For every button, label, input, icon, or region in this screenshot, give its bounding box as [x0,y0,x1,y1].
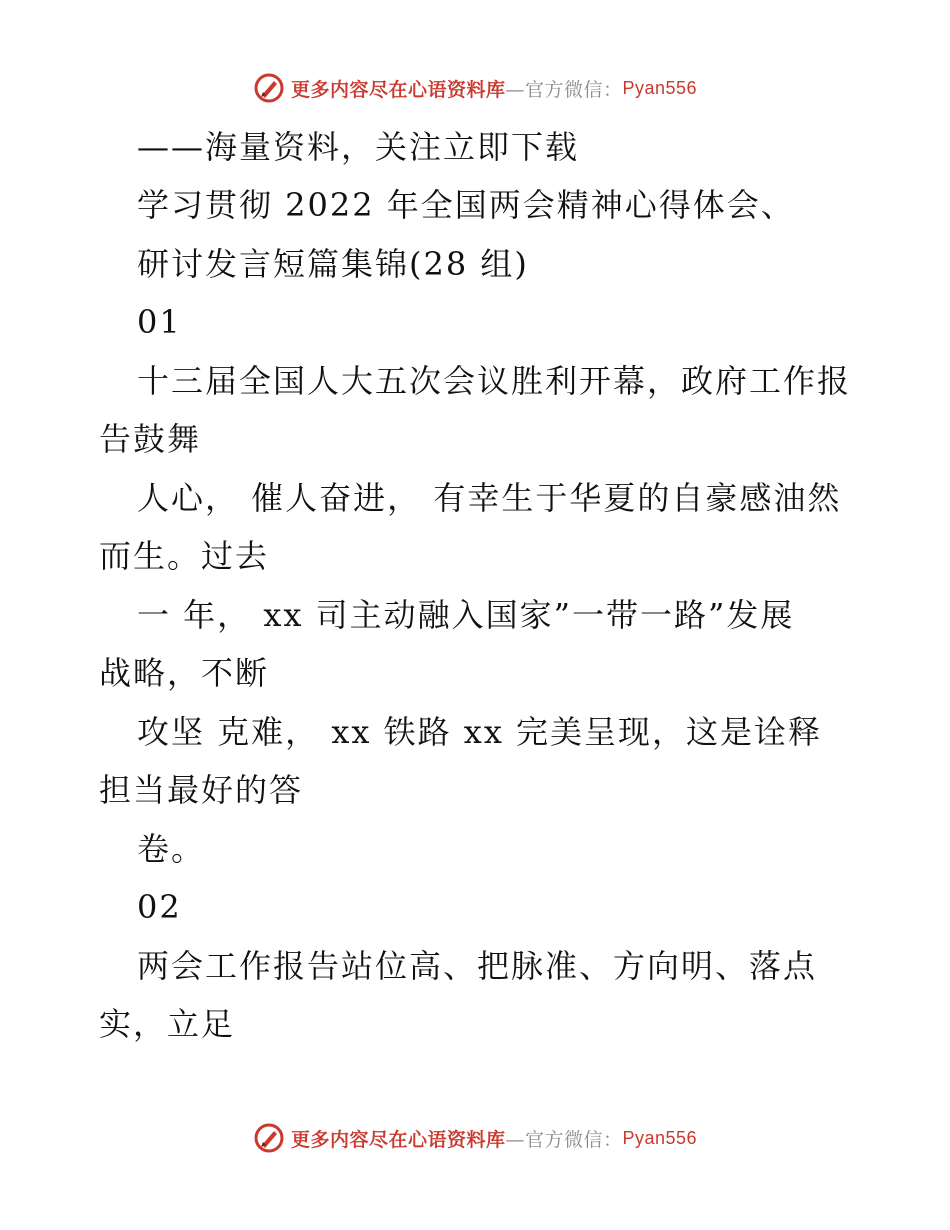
title-line-1: 学习贯彻 2022 年全国两会精神心得体会、 [137,186,795,224]
paragraph-line: 战略，不断 [99,654,270,692]
banner-text-main: 更多内容尽在心语资料库 [290,1128,506,1151]
header-banner [0,72,950,104]
paragraph-line: 担当最好的答 [99,771,304,809]
pen-logo-icon [253,1122,285,1154]
paragraph-line: 告鼓舞 [99,420,202,458]
paragraph-line: 一 年， xx 司主动融入国家”一带一路”发展 [137,596,795,634]
banner-text-main: 更多内容尽在心语资料库 [290,78,506,101]
paragraph-line: 十三届全国人大五次会议胜利开幕，政府工作报 [137,362,852,400]
paragraph-line: 而生。过去 [99,537,270,575]
banner-text-wechat: —官方微信： [505,78,623,101]
pen-logo-icon [253,72,285,104]
section-number-02: 02 [137,888,182,926]
paragraph-line: 两会工作报告站位高、把脉准、方向明、落点 [137,947,818,985]
paragraph-line: 攻坚 克难， xx 铁路 xx 完美呈现，这是诠释 [137,713,823,751]
paragraph-line: 卷。 [137,830,206,868]
paragraph-line: 人心， 催人奋进， 有幸生于华夏的自豪感油然 [137,479,842,517]
title-line-2: 研讨发言短篇集锦(28 组) [137,245,529,283]
banner-wechat-id: Pyan556 [622,1127,698,1148]
footer-banner [0,1122,950,1154]
section-number-01: 01 [137,303,182,341]
banner-wechat-id: Pyan556 [622,77,698,98]
paragraph-line: 实，立足 [99,1005,236,1043]
banner-text-wechat: —官方微信： [505,1128,623,1151]
intro-line: ——海量资料，关注立即下载 [137,128,580,166]
